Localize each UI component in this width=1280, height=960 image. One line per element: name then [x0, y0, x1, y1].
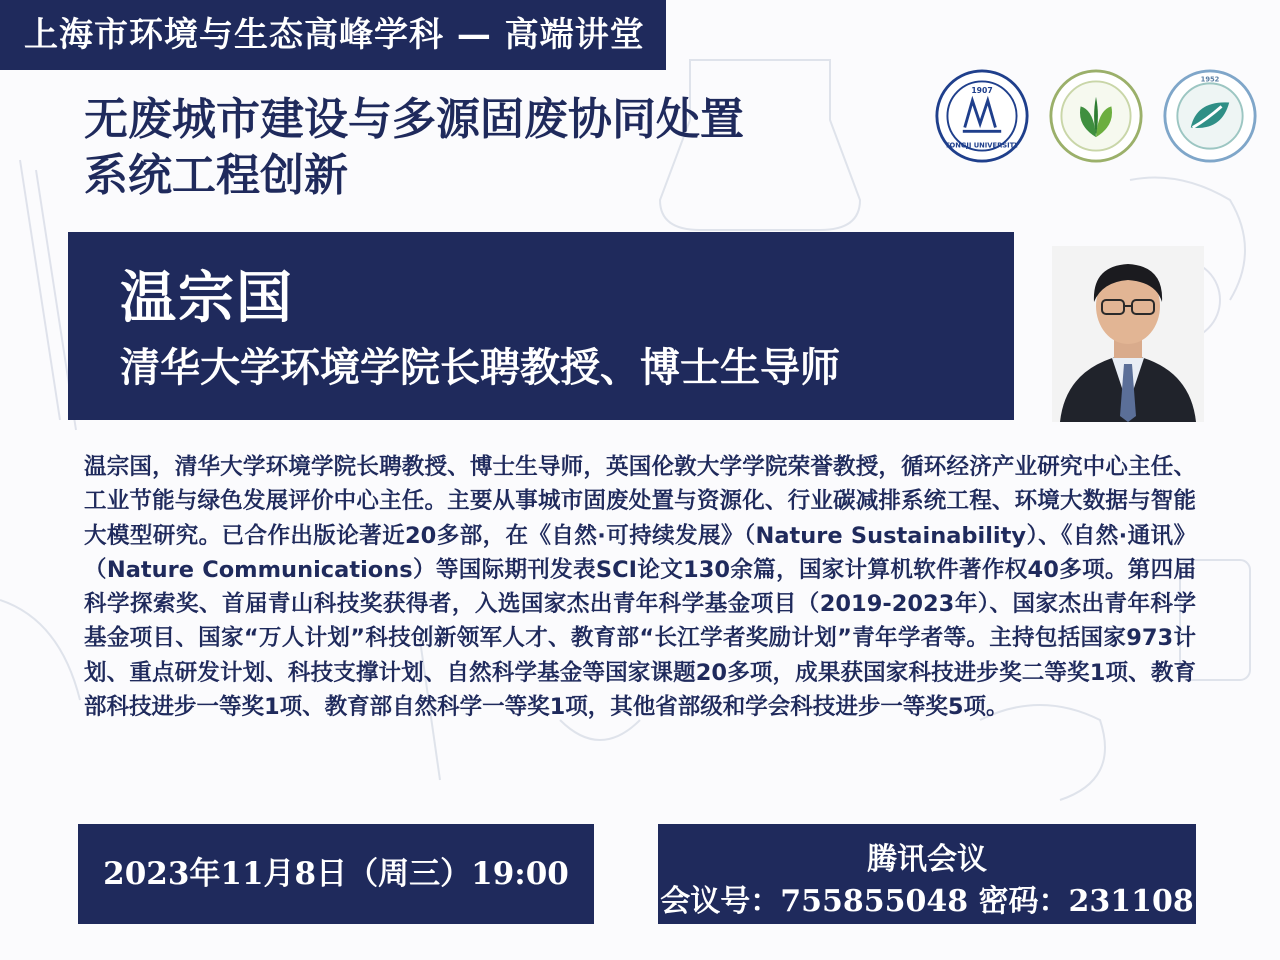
meeting-id-label: 会议号：: [660, 884, 781, 919]
meeting-platform: 腾讯会议: [867, 842, 987, 877]
speaker-panel: [68, 232, 1014, 420]
meeting-info: [658, 824, 1196, 924]
series-banner: 上海市环境与生态高峰学科 — 高端讲堂: [0, 0, 666, 70]
environmental-science-school-logo-icon: [1162, 68, 1258, 164]
meeting-credentials: [658, 876, 1196, 920]
meeting-password-value: 231108: [1068, 884, 1194, 919]
speaker-affiliation: 清华大学环境学院长聘教授、博士生导师: [120, 345, 840, 391]
talk-title-line-2: 系统工程创新: [84, 150, 348, 201]
speaker-bio: 温宗国，清华大学环境学院长聘教授、博士生导师，英国伦敦大学学院荣誉教授，循环经济产业研究中心主任、工业节能与绿色发展评价中心主任。主要从事城市固废处置与资源化、行业碳减排系统工程、环境大数据与智能大模型研究。已合作出版论著近20多部，在《自然·可持续发展》（Nature Sustainability）、《自然·通讯》（Nature Communications）等国际期刊发表SCI论文130余篇，国家计算机软件著作权40多项。第四届科学探索奖、首届青山科技奖获得者，入选国家杰出青年科学基金项目（2019-2023年）、国家杰出青年科学基金项目、国家“万人计划”科技创新领军人才、教育部“长江学者奖励计划”青年学者等。主持包括国家973计划、重点研发计划、科技支撑计划、自然科学基金等国家课题20多项，成果获国家科技进步奖二等奖1项、教育部科技进步一等奖1项、教育部自然科学一等奖1项，其他省部级和学会科技进步一等奖5项。: [84, 454, 1196, 721]
tongji-year-text: 1907: [971, 85, 993, 95]
tongji-university-seal-icon: [934, 68, 1030, 164]
institution-logos: [930, 68, 1270, 168]
meeting-password-label: 密码：: [968, 884, 1069, 919]
talk-title-line-1: 无废城市建设与多源固废协同处置: [84, 94, 744, 145]
tongji-name-text: TONGJI UNIVERSITY: [944, 141, 1020, 150]
speaker-name: 温宗国: [120, 266, 294, 331]
event-datetime: 2023年11月8日（周三）19:00: [78, 824, 594, 924]
meeting-id-value: 755855048: [780, 884, 969, 919]
talk-title: [84, 92, 904, 204]
pollution-control-institute-logo-icon: [1048, 68, 1144, 164]
school-year-text: 1952: [1200, 75, 1220, 84]
speaker-portrait: [1052, 246, 1204, 422]
